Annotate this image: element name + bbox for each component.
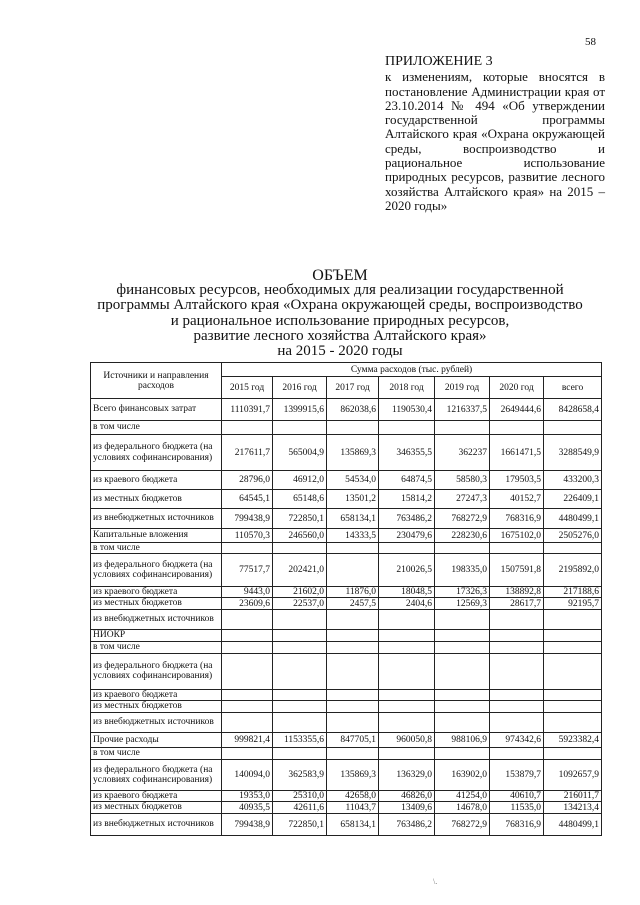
- table-cell: 362583,9: [273, 759, 327, 790]
- column-header: 2019 год: [435, 377, 490, 399]
- table-cell: 999821,4: [222, 732, 273, 747]
- table-cell: 988106,9: [435, 732, 490, 747]
- table-cell: [379, 629, 435, 641]
- table-cell: 216011,7: [544, 790, 602, 801]
- table-cell: 9443,0: [222, 587, 273, 598]
- table-cell: 974342,6: [490, 732, 544, 747]
- table-row: [91, 641, 602, 653]
- table-cell: [273, 689, 327, 700]
- row-label: из местных бюджетов: [91, 490, 222, 509]
- table-row: [91, 732, 602, 747]
- row-label: из внебюджетных источников: [91, 814, 222, 836]
- table-cell: 346355,5: [379, 435, 435, 471]
- table-cell: 64545,1: [222, 490, 273, 509]
- table-cell: 658134,1: [327, 509, 379, 529]
- table-row: [91, 509, 602, 529]
- table-cell: [273, 653, 327, 689]
- row-label: из федерального бюджета (на условиях софинансирования): [91, 759, 222, 790]
- table-cell: 77517,7: [222, 554, 273, 587]
- table-cell: [222, 629, 273, 641]
- appendix-block: [385, 55, 605, 213]
- row-label: в том числе: [91, 421, 222, 435]
- table-cell: 2457,5: [327, 598, 379, 609]
- source-header: Источники и направления расходов: [91, 363, 222, 399]
- table-cell: 763486,2: [379, 814, 435, 836]
- row-label: в том числе: [91, 641, 222, 653]
- table-cell: 40152,7: [490, 490, 544, 509]
- table-row: [91, 712, 602, 732]
- table-cell: [544, 700, 602, 712]
- table-cell: [327, 629, 379, 641]
- row-label: из краевого бюджета: [91, 790, 222, 801]
- table-cell: [222, 421, 273, 435]
- table-cell: [544, 609, 602, 629]
- column-header: 2015 год: [222, 377, 273, 399]
- table-row: [91, 471, 602, 490]
- table-row: [91, 421, 602, 435]
- table-cell: [435, 641, 490, 653]
- table-cell: 217611,7: [222, 435, 273, 471]
- table-row: [91, 435, 602, 471]
- table-cell: 1190530,4: [379, 399, 435, 421]
- table-cell: [435, 629, 490, 641]
- table-cell: 1092657,9: [544, 759, 602, 790]
- table-cell: [490, 543, 544, 554]
- table-cell: [435, 712, 490, 732]
- row-label: из краевого бюджета: [91, 587, 222, 598]
- table-cell: [379, 609, 435, 629]
- table-cell: 19353,0: [222, 790, 273, 801]
- table-cell: [222, 689, 273, 700]
- table-cell: [379, 747, 435, 759]
- table-cell: 8428658,4: [544, 399, 602, 421]
- table-cell: [273, 629, 327, 641]
- table-cell: [490, 747, 544, 759]
- amount-header: Сумма расходов (тыс. рублей): [222, 363, 602, 377]
- table-cell: 22537,0: [273, 598, 327, 609]
- table-cell: [544, 421, 602, 435]
- table-cell: 4480499,1: [544, 814, 602, 836]
- column-header: 2018 год: [379, 377, 435, 399]
- table-cell: 64874,5: [379, 471, 435, 490]
- row-label: из местных бюджетов: [91, 598, 222, 609]
- table-cell: 179503,5: [490, 471, 544, 490]
- table-cell: [273, 609, 327, 629]
- table-cell: 5923382,4: [544, 732, 602, 747]
- table-row: [91, 399, 602, 421]
- table-cell: [327, 712, 379, 732]
- row-label: из внебюджетных источников: [91, 609, 222, 629]
- table-cell: 18048,5: [379, 587, 435, 598]
- table-cell: 12569,3: [435, 598, 490, 609]
- table-cell: [222, 543, 273, 554]
- table-row: [91, 598, 602, 609]
- table-cell: [327, 747, 379, 759]
- table-row: [91, 689, 602, 700]
- table-cell: [222, 747, 273, 759]
- scan-mark: \.: [433, 877, 438, 886]
- table-row: [91, 554, 602, 587]
- table-cell: 768316,9: [490, 509, 544, 529]
- table-cell: [435, 700, 490, 712]
- table-row: [91, 609, 602, 629]
- row-label: из краевого бюджета: [91, 689, 222, 700]
- table-cell: 25310,0: [273, 790, 327, 801]
- table-cell: 13409,6: [379, 802, 435, 814]
- table-cell: [379, 421, 435, 435]
- table-cell: 21602,0: [273, 587, 327, 598]
- table-cell: [490, 712, 544, 732]
- table-cell: 226409,1: [544, 490, 602, 509]
- table-cell: [435, 653, 490, 689]
- column-header: 2017 год: [327, 377, 379, 399]
- appendix-text: к изменениям, которые вносятся в постановление Администрации края от 23.10.2014 № 494 «Об утверждении государственной программы Алтайского края «Охрана окружающей среды, воспроизводство и рациональное использование природных ресурсов, развитие лесного хозяйства Алтайского края» на 2015 – 2020 годы»: [385, 69, 605, 213]
- table-cell: [327, 421, 379, 435]
- table-cell: [490, 421, 544, 435]
- table-cell: [327, 700, 379, 712]
- table-cell: 11535,0: [490, 802, 544, 814]
- row-label: Прочие расходы: [91, 732, 222, 747]
- table-cell: [435, 543, 490, 554]
- table-cell: 799438,9: [222, 509, 273, 529]
- table-cell: 136329,0: [379, 759, 435, 790]
- table-cell: 960050,8: [379, 732, 435, 747]
- table-cell: [273, 712, 327, 732]
- table-cell: 153879,7: [490, 759, 544, 790]
- table-cell: 4480499,1: [544, 509, 602, 529]
- table-cell: 362237: [435, 435, 490, 471]
- title-line: развитие лесного хозяйства Алтайского края»: [193, 327, 487, 344]
- row-label: из местных бюджетов: [91, 802, 222, 814]
- table-cell: [379, 641, 435, 653]
- row-label: из местных бюджетов: [91, 700, 222, 712]
- row-label: из внебюджетных источников: [91, 509, 222, 529]
- table-cell: 135869,3: [327, 759, 379, 790]
- table-cell: 1216337,5: [435, 399, 490, 421]
- table-cell: [222, 653, 273, 689]
- table-cell: 140094,0: [222, 759, 273, 790]
- row-label: в том числе: [91, 747, 222, 759]
- table-cell: [327, 609, 379, 629]
- table-cell: [222, 609, 273, 629]
- table-cell: [327, 641, 379, 653]
- table-cell: 658134,1: [327, 814, 379, 836]
- table-row: [91, 759, 602, 790]
- table-cell: 27247,3: [435, 490, 490, 509]
- table-cell: 28617,7: [490, 598, 544, 609]
- table-cell: 2649444,6: [490, 399, 544, 421]
- table-cell: 23609,6: [222, 598, 273, 609]
- table-cell: 2404,6: [379, 598, 435, 609]
- page-number: 58: [585, 36, 596, 48]
- table-cell: [273, 700, 327, 712]
- table-cell: 42658,0: [327, 790, 379, 801]
- table-cell: [435, 689, 490, 700]
- table-cell: [490, 629, 544, 641]
- row-label: НИОКР: [91, 629, 222, 641]
- document-title: [60, 268, 620, 359]
- table-cell: [222, 700, 273, 712]
- table-row: [91, 529, 602, 543]
- row-label: из федерального бюджета (на условиях софинансирования): [91, 653, 222, 689]
- table-row: [91, 629, 602, 641]
- table-cell: 41254,0: [435, 790, 490, 801]
- table-cell: [379, 712, 435, 732]
- table-cell: 163902,0: [435, 759, 490, 790]
- row-label: из федерального бюджета (на условиях софинансирования): [91, 554, 222, 587]
- title-line: и рациональное использование природных ресурсов,: [170, 312, 510, 329]
- row-label: из федерального бюджета (на условиях софинансирования): [91, 435, 222, 471]
- table-cell: [222, 712, 273, 732]
- row-label: в том числе: [91, 543, 222, 554]
- table-row: [91, 747, 602, 759]
- table-cell: 722850,1: [273, 814, 327, 836]
- table-cell: 46826,0: [379, 790, 435, 801]
- table-cell: 1399915,6: [273, 399, 327, 421]
- table-cell: 862038,6: [327, 399, 379, 421]
- column-header: 2016 год: [273, 377, 327, 399]
- table-cell: [273, 543, 327, 554]
- table-cell: [273, 641, 327, 653]
- table-cell: 202421,0: [273, 554, 327, 587]
- budget-table: [90, 362, 602, 836]
- table-cell: [273, 421, 327, 435]
- table-row: [91, 490, 602, 509]
- table-cell: 1110391,7: [222, 399, 273, 421]
- table-cell: [544, 653, 602, 689]
- row-label: из внебюджетных источников: [91, 712, 222, 732]
- table-cell: [490, 641, 544, 653]
- table-cell: 134213,4: [544, 802, 602, 814]
- table-cell: [435, 609, 490, 629]
- table-cell: 14678,0: [435, 802, 490, 814]
- table-row: [91, 700, 602, 712]
- table-row: [91, 543, 602, 554]
- table-cell: 1661471,5: [490, 435, 544, 471]
- table-cell: 2195892,0: [544, 554, 602, 587]
- table-cell: 11876,0: [327, 587, 379, 598]
- table-cell: [544, 712, 602, 732]
- table-cell: [490, 653, 544, 689]
- table-cell: 138892,8: [490, 587, 544, 598]
- table-cell: 135869,3: [327, 435, 379, 471]
- table-cell: 799438,9: [222, 814, 273, 836]
- table-cell: [327, 653, 379, 689]
- table-cell: 92195,7: [544, 598, 602, 609]
- title-main: ОБЪЕМ: [312, 267, 368, 284]
- table-row: [91, 802, 602, 814]
- table-cell: 28796,0: [222, 471, 273, 490]
- table-cell: 768272,9: [435, 509, 490, 529]
- table-cell: 1153355,6: [273, 732, 327, 747]
- table-cell: [490, 609, 544, 629]
- title-line: на 2015 - 2020 годы: [277, 343, 403, 360]
- table-cell: [379, 689, 435, 700]
- table-cell: [544, 689, 602, 700]
- table-cell: 217188,6: [544, 587, 602, 598]
- table-cell: [435, 421, 490, 435]
- table-cell: 110570,3: [222, 529, 273, 543]
- table-cell: [544, 629, 602, 641]
- table-cell: 246560,0: [273, 529, 327, 543]
- table-cell: [379, 653, 435, 689]
- table-cell: [379, 543, 435, 554]
- table-cell: 14333,5: [327, 529, 379, 543]
- table-cell: 40610,7: [490, 790, 544, 801]
- table-cell: 40935,5: [222, 802, 273, 814]
- table-cell: 13501,2: [327, 490, 379, 509]
- table-row: [91, 814, 602, 836]
- table-cell: [490, 689, 544, 700]
- table-cell: 54534,0: [327, 471, 379, 490]
- table-cell: 42611,6: [273, 802, 327, 814]
- table-cell: 722850,1: [273, 509, 327, 529]
- table-cell: 15814,2: [379, 490, 435, 509]
- table-cell: 565004,9: [273, 435, 327, 471]
- table-cell: 11043,7: [327, 802, 379, 814]
- table-row: [91, 790, 602, 801]
- title-line: финансовых ресурсов, необходимых для реализации государственной: [116, 282, 564, 299]
- row-label: Капитальные вложения: [91, 529, 222, 543]
- table-cell: 768316,9: [490, 814, 544, 836]
- table-cell: 847705,1: [327, 732, 379, 747]
- table-cell: 433200,3: [544, 471, 602, 490]
- table-cell: [273, 747, 327, 759]
- table-cell: [490, 700, 544, 712]
- table-cell: 1675102,0: [490, 529, 544, 543]
- table-cell: 210026,5: [379, 554, 435, 587]
- table-cell: [435, 747, 490, 759]
- table-cell: 763486,2: [379, 509, 435, 529]
- table-cell: 46912,0: [273, 471, 327, 490]
- table-row: [91, 587, 602, 598]
- title-line: программы Алтайского края «Охрана окружающей среды, воспроизводство: [97, 297, 583, 314]
- table-cell: 65148,6: [273, 490, 327, 509]
- table-cell: [327, 689, 379, 700]
- table-cell: [327, 554, 379, 587]
- table-cell: 17326,3: [435, 587, 490, 598]
- table-cell: 2505276,0: [544, 529, 602, 543]
- row-label: Всего финансовых затрат: [91, 399, 222, 421]
- table-cell: 230479,6: [379, 529, 435, 543]
- table-cell: 228230,6: [435, 529, 490, 543]
- table-cell: 1507591,8: [490, 554, 544, 587]
- column-header: 2020 год: [490, 377, 544, 399]
- table-cell: [544, 641, 602, 653]
- table-cell: 768272,9: [435, 814, 490, 836]
- table-cell: [544, 543, 602, 554]
- table-row: [91, 653, 602, 689]
- appendix-heading: ПРИЛОЖЕНИЕ 3: [385, 54, 493, 69]
- table-cell: [544, 747, 602, 759]
- table-cell: [379, 700, 435, 712]
- table-cell: [327, 543, 379, 554]
- row-label: из краевого бюджета: [91, 471, 222, 490]
- table-cell: [222, 641, 273, 653]
- table-cell: 198335,0: [435, 554, 490, 587]
- table-cell: 58580,3: [435, 471, 490, 490]
- column-header: всего: [544, 377, 602, 399]
- table-cell: 3288549,9: [544, 435, 602, 471]
